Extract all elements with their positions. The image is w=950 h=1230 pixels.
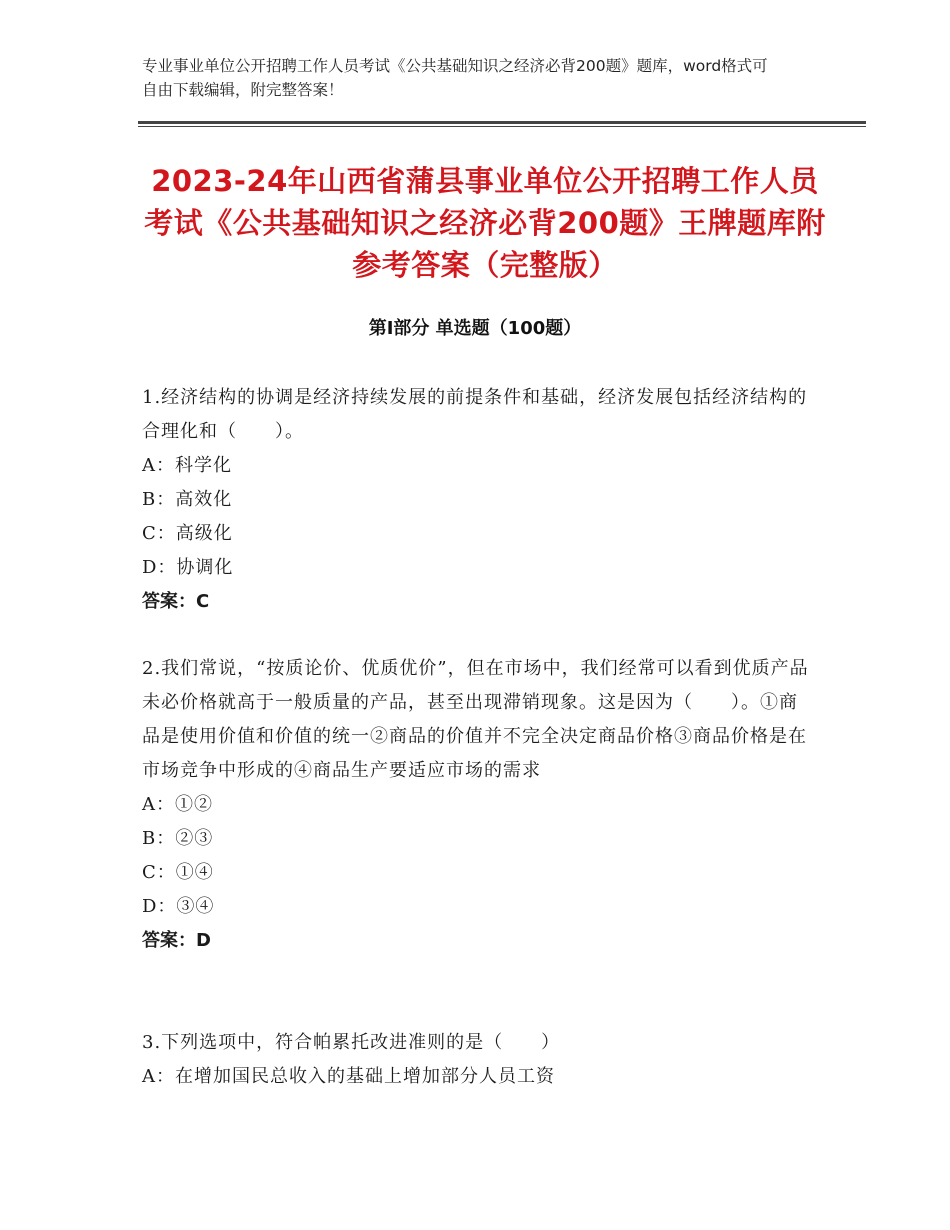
question-1 [142, 381, 812, 619]
option-d: D：协调化 [142, 557, 234, 578]
option-a: A：在增加国民总收入的基础上增加部分人员工资 [142, 1066, 555, 1087]
question-3 [142, 1026, 812, 1094]
question-stem: 1.经济结构的协调是经济持续发展的前提条件和基础，经济发展包括经济结构的合理化和（ ）。 [142, 387, 808, 442]
header-divider [138, 121, 866, 124]
option-d: D：③④ [142, 896, 215, 917]
answer: 答案：D [142, 930, 211, 951]
option-c: C：①④ [142, 862, 214, 883]
section-heading: 第Ⅰ部分 单选题（100题） [368, 318, 582, 339]
header-divider-thin [138, 126, 866, 127]
option-c: C：高级化 [142, 523, 233, 544]
option-b: B：高效化 [142, 489, 233, 510]
option-b: B：②③ [142, 828, 214, 849]
option-a: A：科学化 [142, 455, 232, 476]
question-stem: 3.下列选项中，符合帕累托改进准则的是（ ） [142, 1032, 561, 1053]
question-2 [142, 652, 812, 958]
header-note: 专业事业单位公开招聘工作人员考试《公共基础知识之经济必背200题》题库，word格式可自由下载编辑，附完整答案！ [142, 57, 768, 99]
answer: 答案：C [142, 591, 210, 612]
document-title: 2023-24年山西省蒲县事业单位公开招聘工作人员考试《公共基础知识之经济必背200题》王牌题库附参考答案（完整版） [144, 164, 826, 282]
option-a: A：①② [142, 794, 213, 815]
question-stem: 2.我们常说，“按质论价、优质优价”，但在市场中，我们经常可以看到优质产品未必价格就高于一般质量的产品，甚至出现滞销现象。这是因为（ ）。①商品是使用价值和价值的统一②商品的价值并不完全决定商品价格③商品价格是在市场竞争中形成的④商品生产要适应市场的需求 [142, 658, 809, 781]
